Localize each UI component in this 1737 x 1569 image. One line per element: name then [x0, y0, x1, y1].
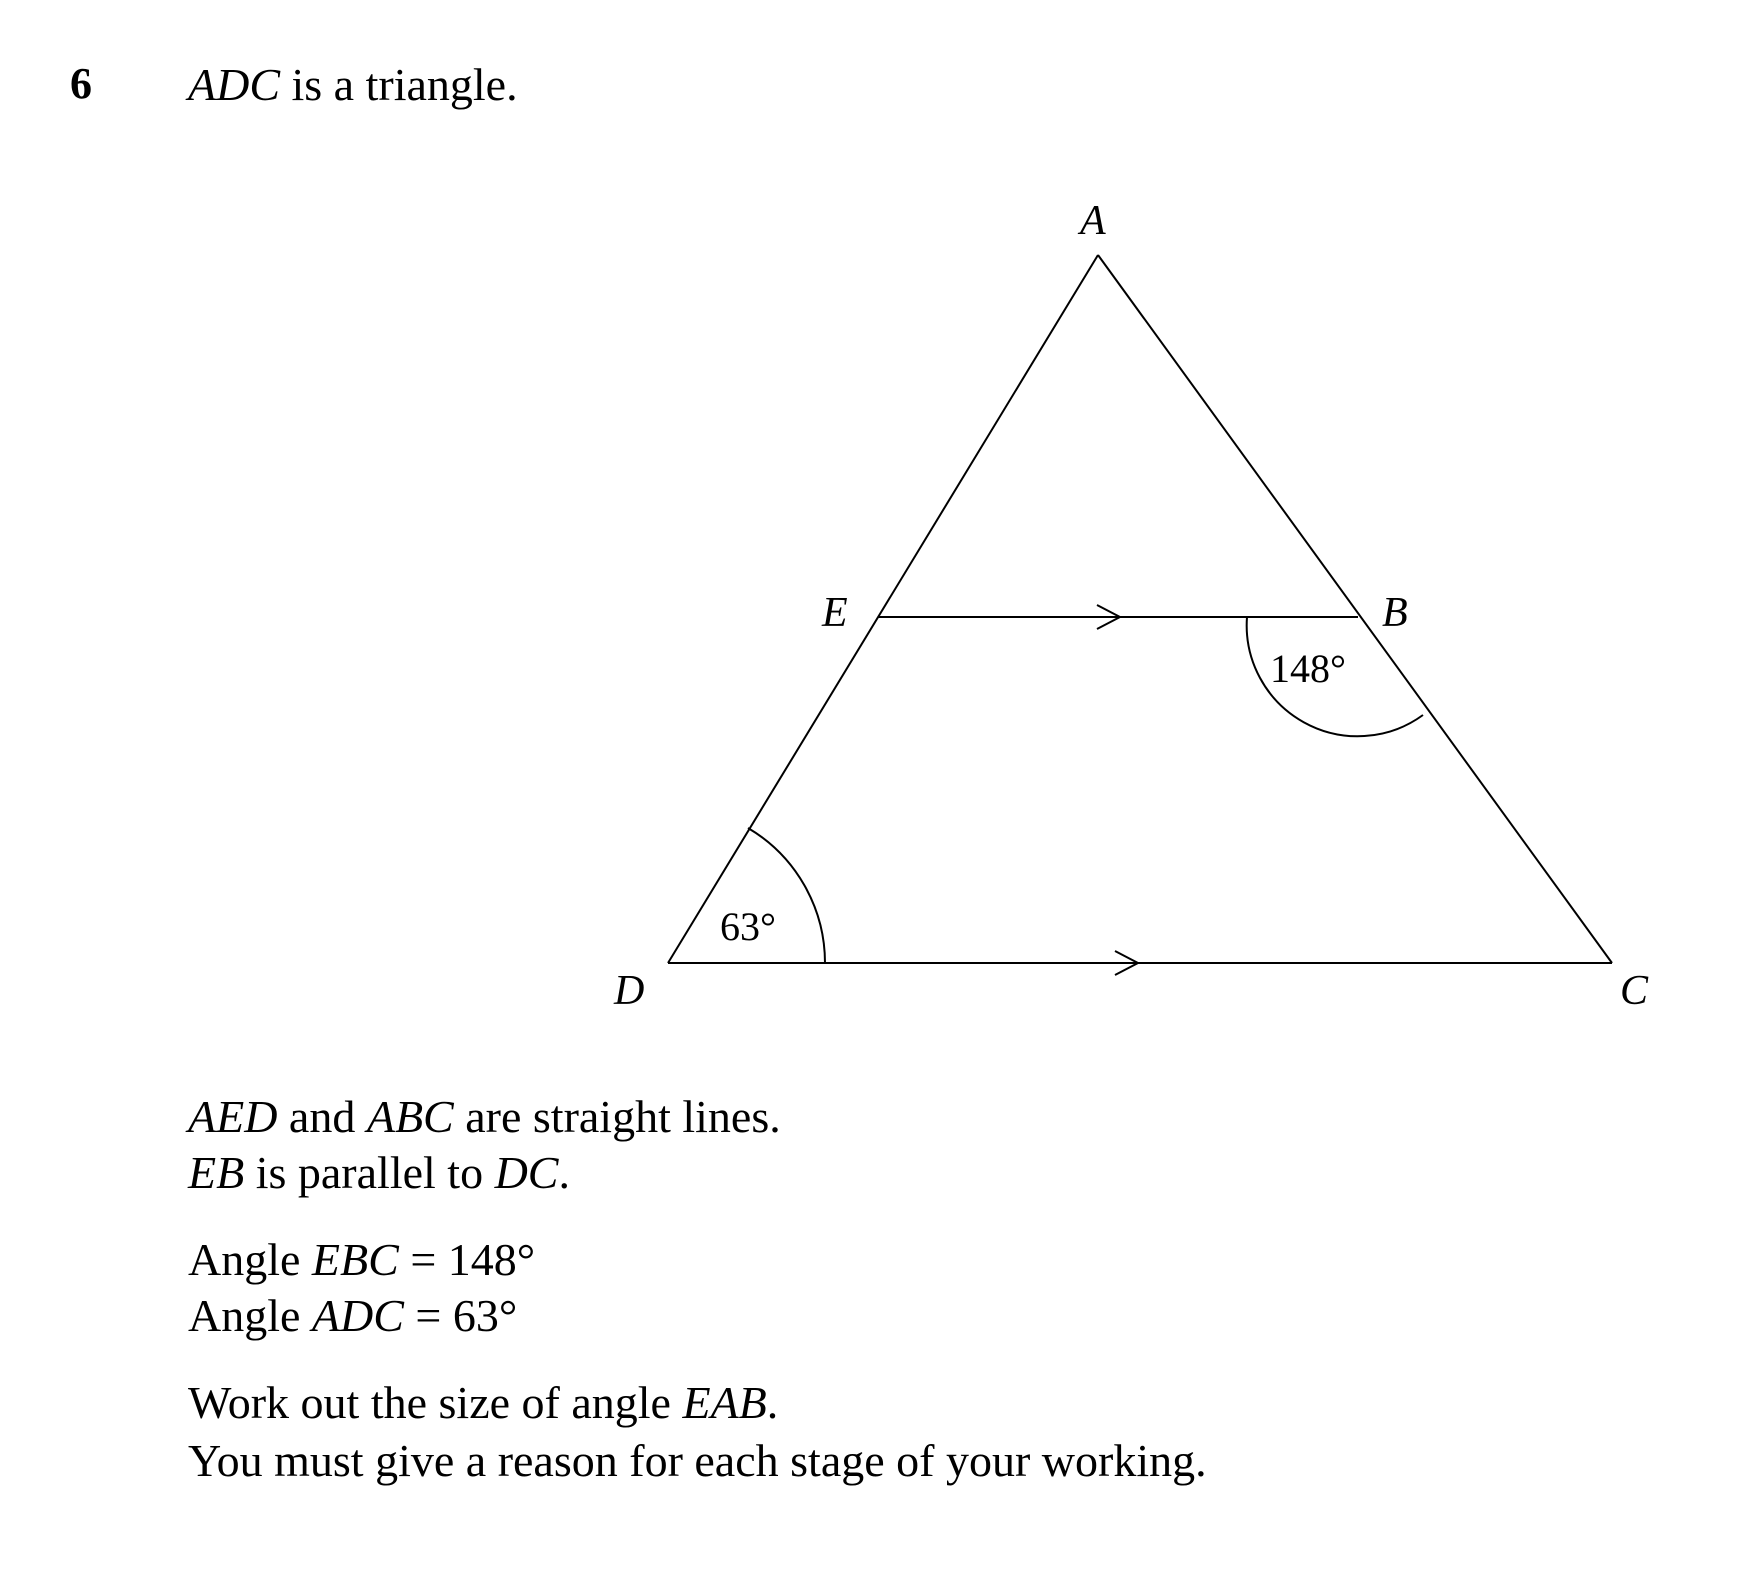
task-text: .	[766, 1377, 779, 1428]
angle-label-ADC: 63°	[720, 904, 776, 949]
intro-text: is a triangle.	[280, 59, 518, 110]
given-text: Angle	[188, 1234, 312, 1285]
task-reason-instruction: You must give a reason for each stage of your working.	[188, 1435, 1207, 1486]
given-value: = 63°	[403, 1290, 518, 1341]
line-AED: AED	[188, 1091, 278, 1142]
statement-text: are straight lines.	[453, 1091, 781, 1142]
task-instruction	[188, 1377, 779, 1428]
side-AD	[668, 255, 1098, 963]
given-angle-EBC	[188, 1234, 536, 1285]
angle-label-EBC: 148°	[1270, 646, 1346, 691]
vertex-label-A: A	[1080, 198, 1106, 244]
statement-text: .	[558, 1147, 570, 1198]
question-number: 6	[70, 59, 92, 108]
given-text: Angle	[188, 1290, 312, 1341]
segment-DC-label: DC	[494, 1147, 559, 1198]
angle-name-EBC: EBC	[311, 1234, 399, 1285]
vertex-label-D: D	[614, 968, 645, 1014]
side-AC	[1098, 255, 1612, 963]
given-angle-ADC	[188, 1290, 518, 1341]
statement-straight-lines	[188, 1091, 781, 1142]
vertex-label-E: E	[822, 590, 848, 636]
statement-text: is parallel to	[244, 1147, 495, 1198]
vertex-label-B: B	[1382, 590, 1408, 636]
angle-name-EAB: EAB	[682, 1377, 767, 1428]
given-value: = 148°	[398, 1234, 536, 1285]
statement-text: and	[277, 1091, 367, 1142]
segment-EB-label: EB	[188, 1147, 245, 1198]
angle-name-ADC: ADC	[311, 1290, 404, 1341]
triangle-name: ADC	[188, 59, 280, 110]
statement-parallel	[188, 1147, 570, 1198]
vertex-label-C: C	[1620, 968, 1649, 1014]
task-text: Work out the size of angle	[188, 1377, 683, 1428]
line-ABC: ABC	[366, 1091, 454, 1142]
